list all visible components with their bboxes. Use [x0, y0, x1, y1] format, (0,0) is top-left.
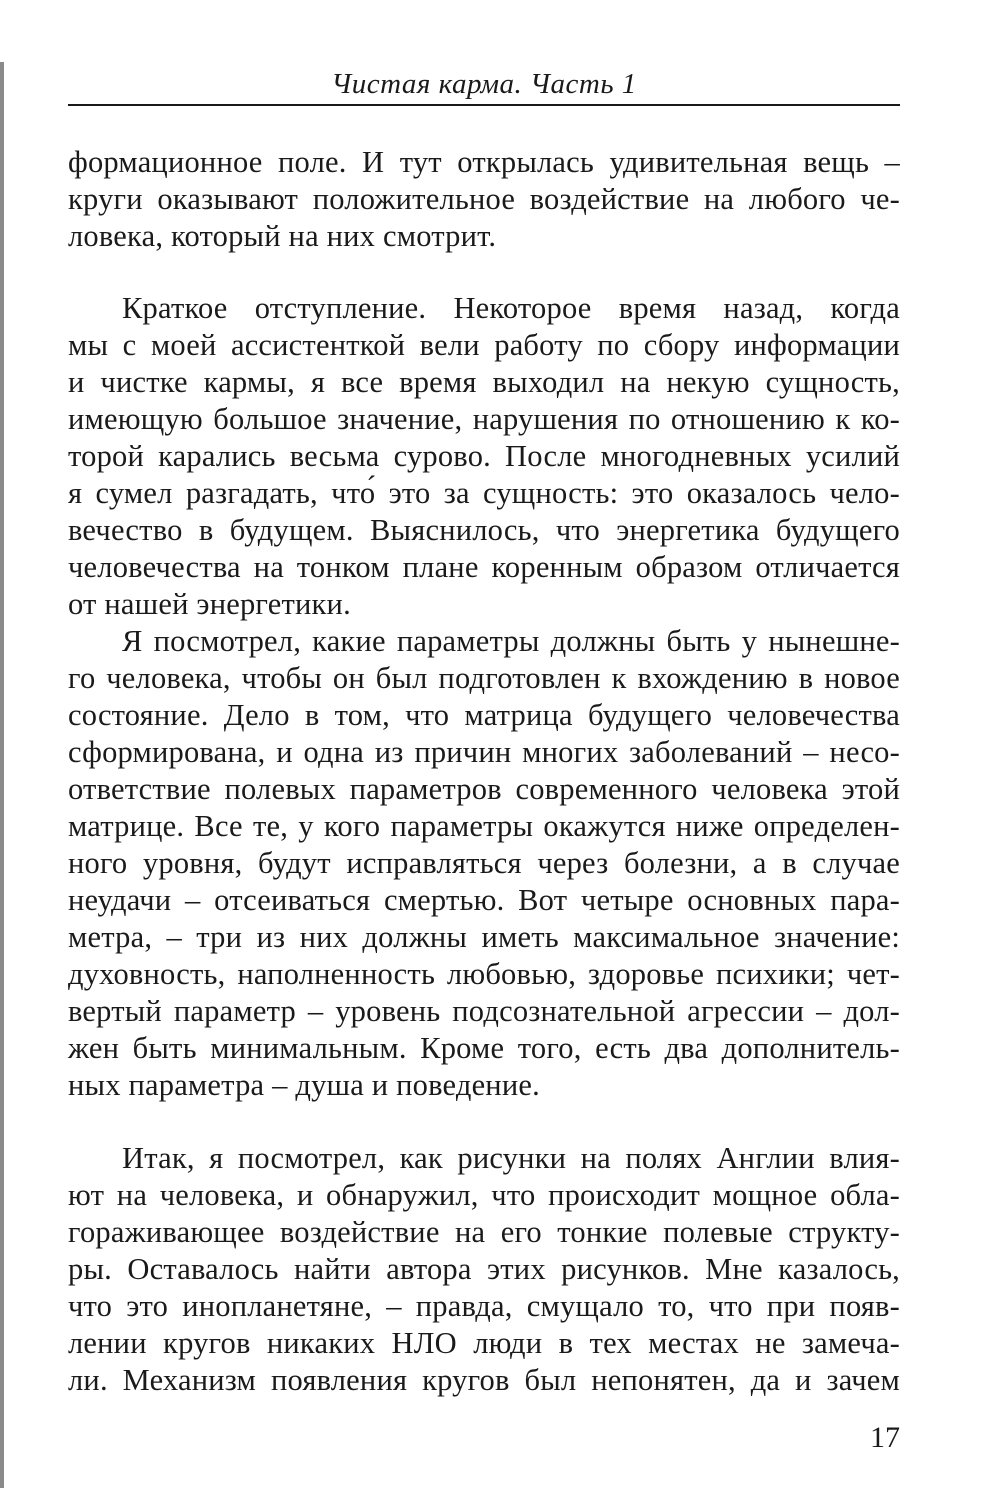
text-line: человечества на тонком плане коренным образом отличается [68, 550, 900, 584]
text-line: Краткое отступление. Некоторое время назад, когда [122, 291, 900, 325]
text-line: сформирована, и одна из причин многих заболеваний – несо- [68, 735, 900, 769]
text-line: Итак, я посмотрел, как рисунки на полях Англии влия- [122, 1141, 900, 1175]
text-line: что это инопланетяне, – правда, смущало то, что при появ- [68, 1289, 900, 1323]
text-line: я сумел разгадать, что́ это за сущность: это оказалось чело- [68, 476, 900, 510]
text-line: ют на человека, и обнаружил, что происходит мощное обла- [68, 1178, 900, 1212]
page-number: 17 [870, 1421, 900, 1454]
text-line: неудачи – отсеиваться смертью. Вот четыре основных пара- [68, 883, 900, 917]
text-line: вертый параметр – уровень подсознательной агрессии – дол- [68, 994, 900, 1028]
text-line: ответствие полевых параметров современного человека этой [68, 772, 900, 806]
text-line: метра, – три из них должны иметь максимальное значение: [68, 920, 900, 954]
text-line: ли. Механизм появления кругов был непонятен, да и зачем [68, 1363, 900, 1397]
text-line: мы с моей ассистенткой вели работу по сбору информации [68, 328, 900, 362]
text-line: матрице. Все те, у кого параметры окажутся ниже определен- [68, 809, 900, 843]
text-line: ры. Оставалось найти автора этих рисунков. Мне казалось, [68, 1252, 900, 1286]
text-line: от нашей энергетики. [68, 587, 351, 621]
text-line: вечество в будущем. Выяснилось, что энергетика будущего [68, 513, 900, 547]
text-line: формационное поле. И тут открылась удивительная вещь – [68, 145, 900, 179]
text-line: и чистке кармы, я все время выходил на некую сущность, [68, 365, 900, 399]
text-line: торой карались весьма сурово. После многодневных усилий [68, 439, 900, 473]
text-line: имеющую большое значение, нарушения по отношению к ко- [68, 402, 900, 436]
text-line: го человека, чтобы он был подготовлен к вхождению в новое [68, 661, 900, 695]
text-line: гораживающее воздействие на его тонкие полевые структу- [68, 1215, 900, 1249]
running-header-title: Чистая карма. Часть 1 [331, 68, 637, 100]
text-line: Я посмотрел, какие параметры должны быть у нынешне- [122, 624, 900, 658]
text-line: ных параметра – душа и поведение. [68, 1068, 540, 1102]
text-line: духовность, наполненность любовью, здоровье психики; чет- [68, 957, 900, 991]
text-line: ного уровня, будут исправляться через болезни, а в случае [68, 846, 900, 880]
text-line: лении кругов никаких НЛО люди в тех местах не замеча- [68, 1326, 900, 1360]
text-line: жен быть минимальным. Кроме того, есть два дополнитель- [68, 1031, 900, 1065]
header-rule [68, 104, 900, 106]
text-line: круги оказывают положительное воздействие на любого че- [68, 182, 900, 216]
page-binding-edge [0, 62, 4, 1488]
text-line: ловека, который на них смотрит. [68, 219, 497, 253]
text-line: состояние. Дело в том, что матрица будущего человечества [68, 698, 900, 732]
